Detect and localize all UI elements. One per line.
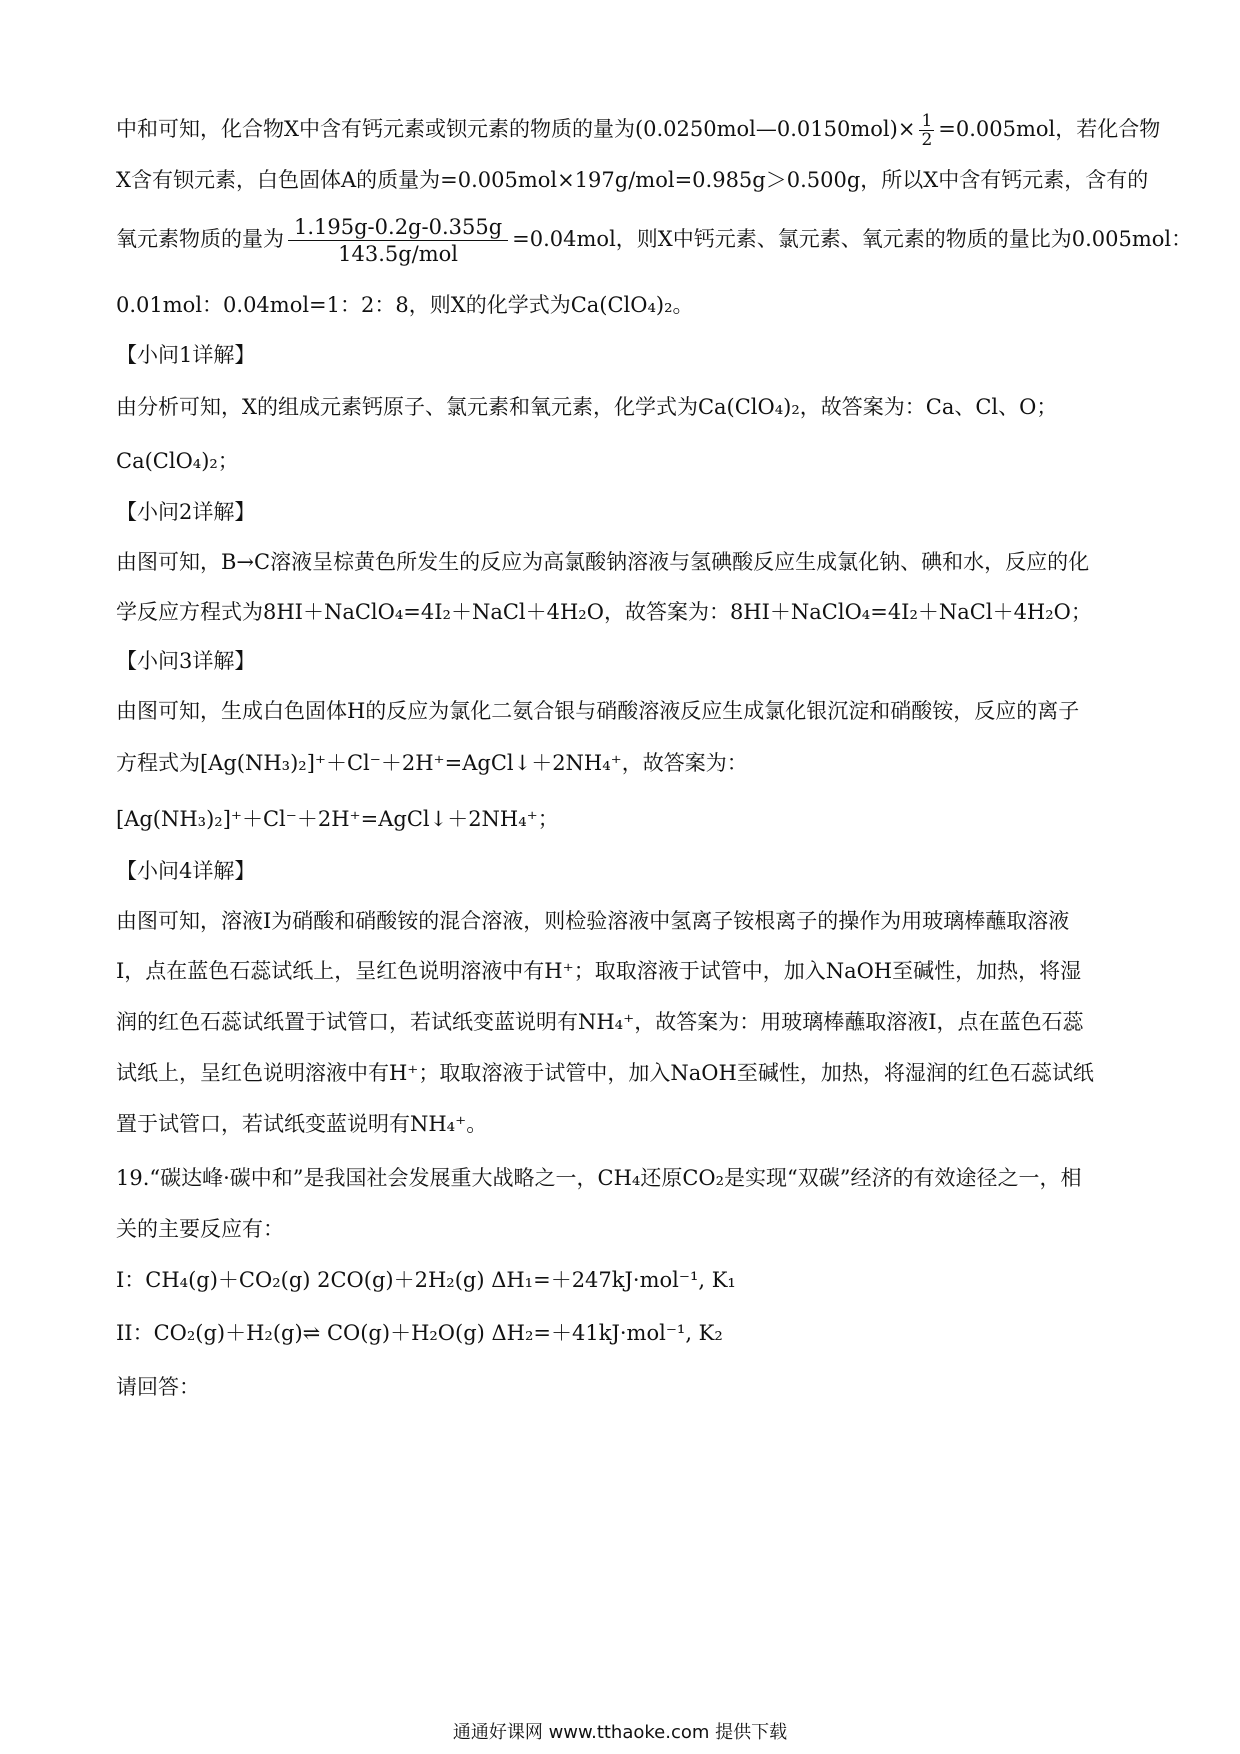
text-line-16: 由图可知，溶液I为硝酸和硝酸铵的混合溶液，则检验溶液中氢离子铵根离子的操作为用玻璃棒蘸取溶液: [116, 909, 1070, 933]
reaction-1: I：CH₄(g)＋CO₂(g) 2CO(g)＋2H₂(g) ΔH₁=＋247kJ·mol⁻¹, K₁: [116, 1268, 736, 1292]
fraction-numerator: 1.195g-0.2g-0.355g: [288, 214, 508, 241]
text-line-22: 关的主要反应有：: [116, 1217, 284, 1241]
section-heading-q3: 【小问3详解】: [116, 649, 256, 673]
text-line-10: 学反应方程式为8HI＋NaClO₄=4I₂＋NaCl＋4H₂O，故答案为：8HI＋NaClO₄=4I₂＋NaCl＋4H₂O；: [116, 600, 1092, 624]
page-footer: 通通好课网 www.tthaoke.com 提供下载: [452, 1722, 788, 1743]
reaction-2: II：CO₂(g)＋H₂(g)⇌ CO(g)＋H₂O(g) ΔH₂=＋41kJ·mol⁻¹, K₂: [116, 1321, 723, 1345]
section-heading-q2: 【小问2详解】: [116, 500, 256, 524]
text-line-4: 0.01mol：0.04mol=1：2：8，则X的化学式为Ca(ClO₄)₂。: [116, 293, 694, 317]
section-heading-q4: 【小问4详解】: [116, 859, 256, 883]
fraction-mass: [288, 214, 508, 267]
text-line-3: [116, 214, 1193, 267]
text-line-12: 由图可知，生成白色固体H的反应为氯化二氨合银与硝酸溶液反应生成氯化银沉淀和硝酸铵，反应的离子: [116, 699, 1080, 723]
text-line-6: 由分析可知，X的组成元素钙原子、氯元素和氧元素，化学式为Ca(ClO₄)₂，故答案为：Ca、Cl、O；: [116, 395, 1058, 419]
fraction-numerator: 1: [921, 111, 933, 131]
text-line-17: I，点在蓝色石蕊试纸上，呈红色说明溶液中有H⁺；取取溶液于试管中，加入NaOH至碱性，加热，将湿: [116, 959, 1082, 983]
text-line-19: 试纸上，呈红色说明溶液中有H⁺；取取溶液于试管中，加入NaOH至碱性，加热，将湿润的红色石蕊试纸: [116, 1061, 1094, 1085]
text-line-9: 由图可知，B→C溶液呈棕黄色所发生的反应为高氯酸钠溶液与氢碘酸反应生成氯化钠、碘和水，反应的化: [116, 550, 1090, 574]
text-line-18: 润的红色石蕊试纸置于试管口，若试纸变蓝说明有NH₄⁺，故答案为：用玻璃棒蘸取溶液I，点在蓝色石蕊: [116, 1010, 1084, 1034]
text-line-2: X含有钡元素，白色固体A的质量为=0.005mol×197g/mol=0.985g＞0.500g，所以X中含有钙元素，含有的: [116, 168, 1149, 192]
question-19-intro: 19.“碳达峰·碳中和”是我国社会发展重大战略之一，CH₄还原CO₂是实现“双碳”经济的有效途径之一，相: [116, 1166, 1082, 1190]
text-line-25: 请回答：: [116, 1375, 200, 1399]
line-3-part-b: =0.04mol，则X中钙元素、氯元素、氧元素的物质的量比为0.005mol：: [512, 227, 1193, 251]
text-line-14: [Ag(NH₃)₂]⁺＋Cl⁻＋2H⁺=AgCl↓＋2NH₄⁺；: [116, 807, 559, 831]
line-1-part-b: =0.005mol，若化合物: [938, 117, 1161, 141]
text-line-13: 方程式为[Ag(NH₃)₂]⁺＋Cl⁻＋2H⁺=AgCl↓＋2NH₄⁺，故答案为：: [116, 751, 748, 775]
fraction-denominator: 143.5g/mol: [338, 242, 459, 266]
fraction-half: [919, 112, 934, 149]
text-line-7: Ca(ClO₄)₂；: [116, 449, 239, 473]
section-heading-q1: 【小问1详解】: [116, 343, 256, 367]
text-line-20: 置于试管口，若试纸变蓝说明有NH₄⁺。: [116, 1112, 488, 1136]
line-1-part-a: 中和可知，化合物X中含有钙元素或钡元素的物质的量为(0.0250mol—0.0150mol)×: [116, 117, 916, 141]
fraction-denominator: 2: [921, 130, 933, 150]
line-3-part-a: 氧元素物质的量为: [116, 227, 284, 251]
text-line-1: [116, 111, 1161, 150]
